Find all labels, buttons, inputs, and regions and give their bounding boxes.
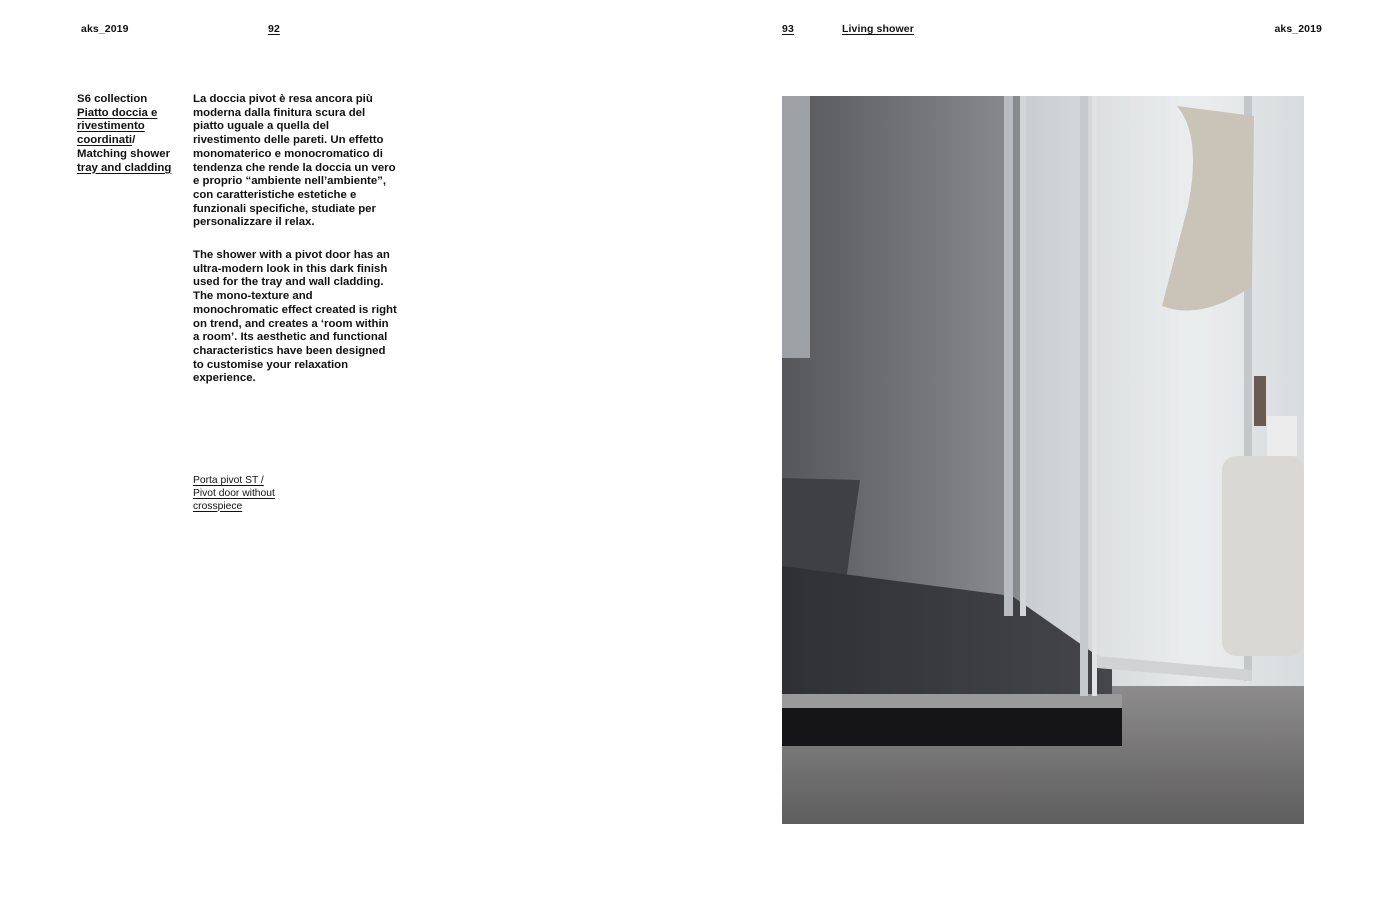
profile-center [1080,96,1088,696]
title-link-english[interactable]: tray and cladding [77,161,172,174]
brand-left: aks_2019 [81,23,129,35]
profile-left-inner [1020,96,1026,616]
tray-edge [782,694,1122,708]
mirror [782,96,810,358]
body-text-english: The shower with a pivot door has an ultra-modern look in this dark finish used for the tray and wall cladding. The mono-texture and monochromatic effect created is right on trend, and creates a ‘room within a room’. Its aesthetic and functional characteristics have been designed to customise your relaxation experience. [193,249,397,385]
bottle [1254,376,1266,426]
page-number-left[interactable]: 92 [268,23,280,35]
stool [1222,456,1304,656]
caption-line-3: crosspiece [193,500,243,512]
page-number-right[interactable]: 93 [782,23,794,35]
title-link-italian[interactable]: Piatto doccia e rivestimento coordinati [77,106,158,147]
title-plain-english: Matching shower [77,147,171,160]
shower-photo [782,96,1304,824]
collection-name: S6 collection [77,93,148,105]
mug [1267,416,1297,456]
profile-center-inner [1092,96,1097,696]
caption-line-2: Pivot door without [193,487,275,499]
title-slash: / [132,134,136,147]
shower-illustration [782,96,1304,824]
brand-right: aks_2019 [1274,23,1322,35]
caption-line-1: Porta pivot ST / [193,475,264,486]
photo-caption[interactable] [193,475,303,513]
collection-title [77,93,187,175]
profile-left [1004,96,1013,616]
tray-base [782,708,1122,746]
section-title[interactable]: Living shower [842,23,914,35]
body-text-italian: La doccia pivot è resa ancora più moderna dalla finitura scura del piatto uguale a quella del rivestimento delle pareti. Un effetto monomaterico e monocromatico di tendenza che rende la doccia un vero e proprio “ambiente nell’ambiente”, con caratteristiche estetiche e funzionali specifiche, studiate per personalizzare il relax. [193,93,396,229]
